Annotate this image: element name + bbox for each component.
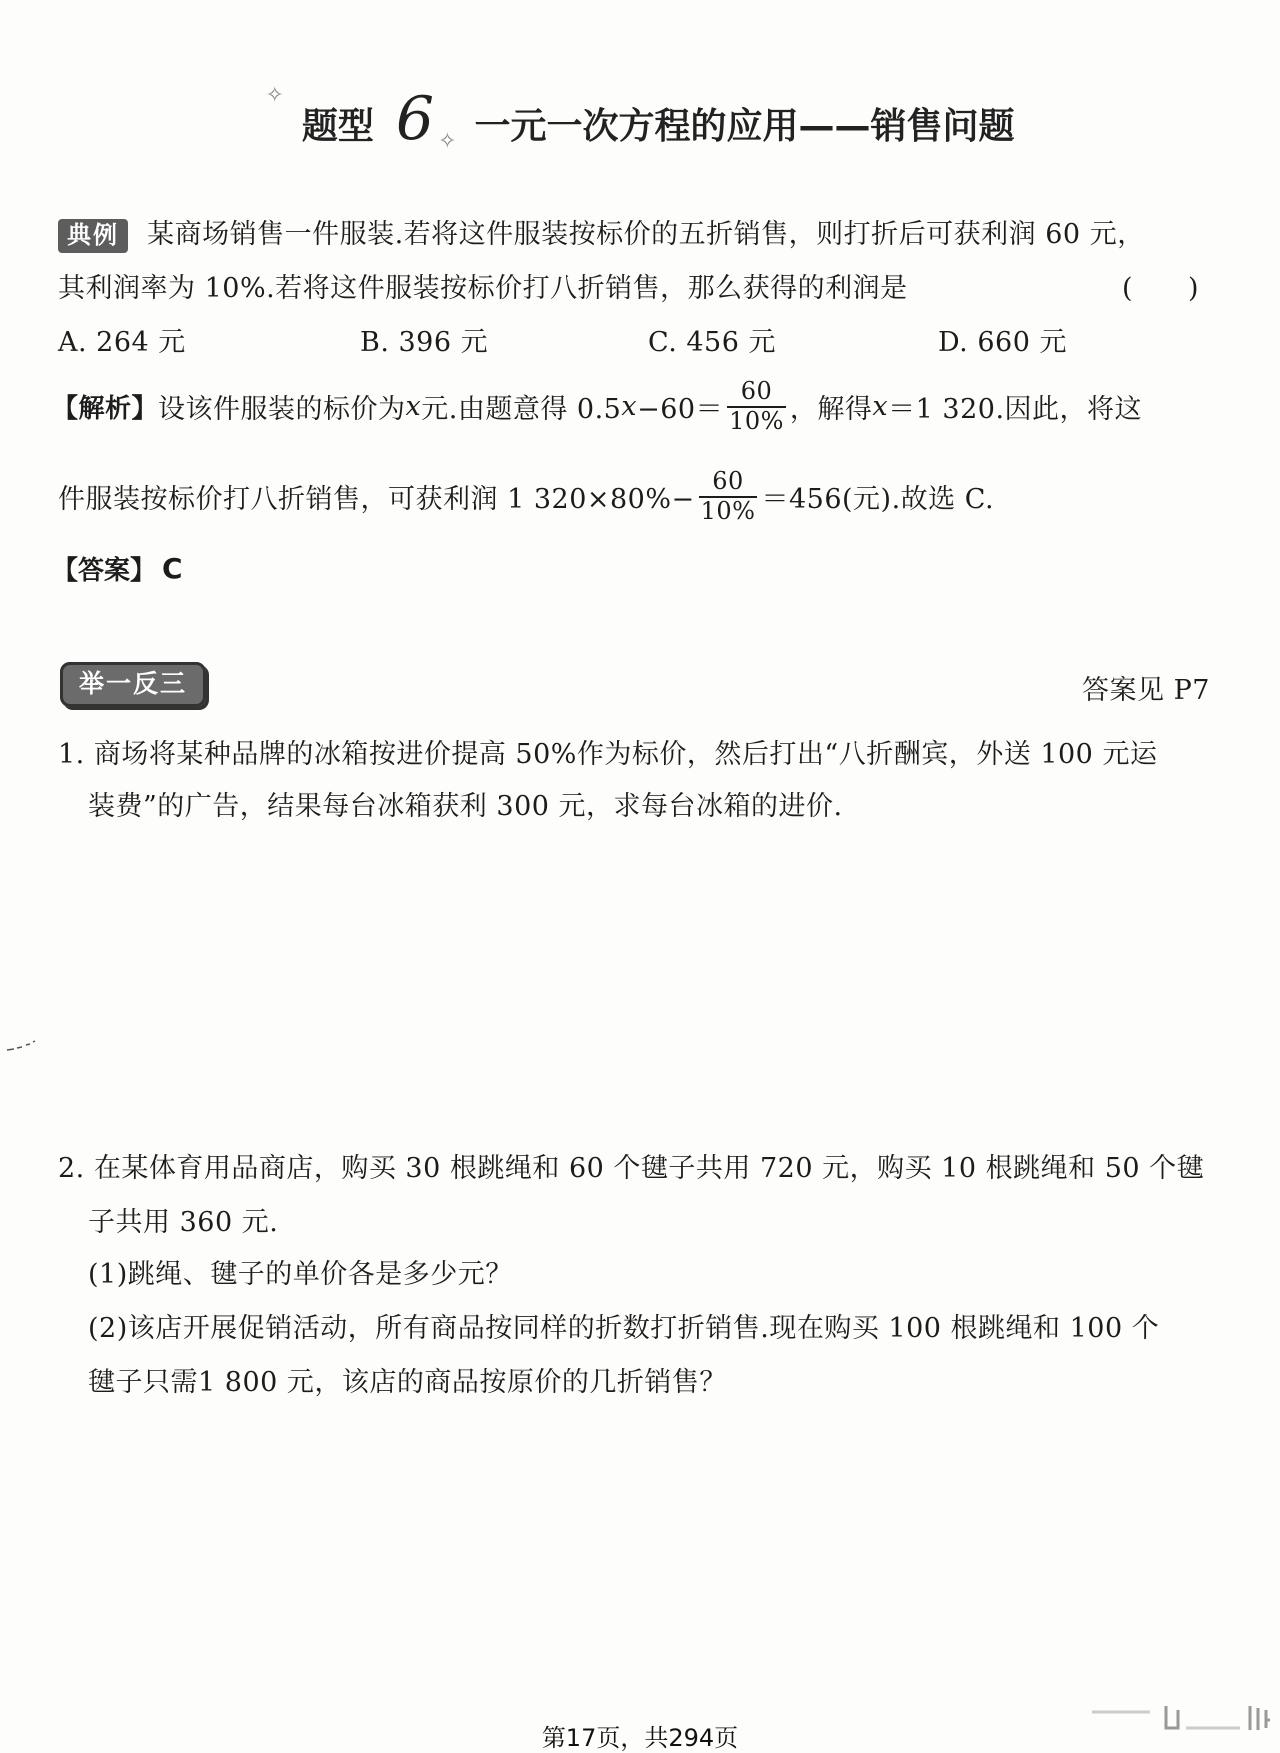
example-line-1: [58, 212, 1145, 251]
scan-artifact: [6, 1038, 36, 1052]
page-title: [0, 82, 1280, 158]
fraction-numerator: 60: [740, 377, 773, 405]
analysis-variable: x: [621, 391, 638, 423]
fraction-denominator: 10%: [700, 496, 756, 525]
analysis-text: 件服装按标价打八折销售，可获利润 1 320×80%−: [58, 484, 695, 516]
analysis-label: 【解析】: [52, 394, 159, 425]
title-prefix: 题型: [301, 105, 374, 147]
option-d: D. 660 元: [938, 327, 1067, 358]
practice-tag: 举一反三: [60, 662, 206, 707]
practice-header: [60, 664, 206, 700]
option-c: C. 456 元: [648, 327, 776, 358]
analysis-text: ，解得: [789, 394, 873, 426]
question-2-sub-2-line-2: 毽子只需1 800 元，该店的商品按原价的几折销售？: [88, 1367, 727, 1398]
analysis-text: ＝456(元).故选 C.: [761, 484, 995, 516]
option-a: A. 264 元: [58, 327, 186, 358]
sparkle-icon: ✧: [265, 82, 284, 108]
option-b: B. 396 元: [360, 327, 489, 358]
example-text-2: 其利润率为 10%.若将这件服装按标价打八折销售，那么获得的利润是: [58, 273, 908, 304]
question-2-line-2: 子共用 360 元.: [88, 1207, 279, 1238]
answer-line: [52, 550, 183, 587]
title-number: 6: [395, 84, 435, 154]
fraction: [699, 468, 758, 525]
fraction-numerator: 60: [712, 467, 744, 495]
sparkle-icon: ✧: [438, 128, 457, 154]
analysis-text: 设该件服装的标价为: [158, 394, 406, 426]
analysis-line-2: [58, 468, 994, 525]
fraction-denominator: 10%: [729, 406, 784, 435]
question-1-line-2: 装费”的广告，结果每台冰箱获利 300 元，求每台冰箱的进价.: [88, 791, 843, 822]
analysis-text: ＝1 320.因此，将这: [888, 394, 1143, 426]
question-2-line-1: 2. 在某体育用品商店，购买 30 根跳绳和 60 个毽子共用 720 元，购买 10 根跳绳和 50 个毽: [58, 1153, 1205, 1184]
answer-blank: ( ): [1122, 273, 1200, 304]
example-tag: 典例: [58, 219, 128, 253]
answer-reference: 答案见 P7: [1082, 675, 1210, 706]
example-text-1: 某商场销售一件服装.若将这件服装按标价的五折销售，则打折后可获利润 60 元，: [147, 219, 1145, 250]
question-1-line-1: 1. 商场将某种品牌的冰箱按进价提高 50%作为标价，然后打出“八折酬宾，外送 100 元运: [58, 739, 1158, 770]
fraction: [727, 378, 786, 435]
title-text: 一元一次方程的应用——销售问题: [474, 105, 1015, 147]
answer-label: 【答案】: [52, 556, 157, 586]
analysis-line-1: [52, 378, 1142, 435]
answer-value: C: [162, 552, 183, 585]
question-2-sub-1: (1)跳绳、毽子的单价各是多少元？: [88, 1259, 513, 1290]
analysis-variable: x: [405, 391, 422, 423]
analysis-variable: x: [872, 391, 889, 423]
analysis-text: 元.由题意得 0.5: [421, 394, 622, 426]
analysis-text: −60＝: [637, 394, 724, 426]
question-2-sub-2-line-1: (2)该店开展促销活动，所有商品按同样的折数打折销售.现在购买 100 根跳绳和 100 个: [88, 1313, 1160, 1344]
page-number: 第17页，共294页: [541, 1724, 739, 1752]
